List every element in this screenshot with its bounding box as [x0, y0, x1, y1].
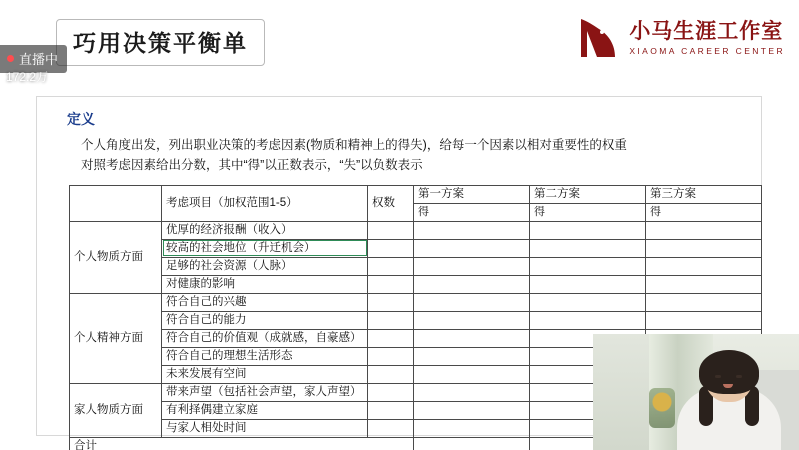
total-label: 合计 [70, 437, 414, 450]
header-item: 考虑项目（加权范围1-5） [162, 185, 368, 221]
cell-weight[interactable] [368, 401, 414, 419]
cell-plan-1[interactable] [414, 239, 530, 257]
cell-plan-1[interactable] [414, 311, 530, 329]
cell-plan-1[interactable] [414, 221, 530, 239]
row-item[interactable]: 与家人相处时间 [162, 419, 368, 437]
cell-weight[interactable] [368, 383, 414, 401]
subheader-plan-2-gain: 得 [530, 203, 646, 221]
row-category-2: 个人精神方面 [70, 293, 162, 383]
description-line-2: 对照考虑因素给出分数，其中“得”以正数表示，“失”以负数表示 [81, 158, 423, 173]
table-row [70, 257, 762, 275]
slide-title-box [56, 19, 265, 66]
row-category-3: 家人物质方面 [70, 383, 162, 437]
brand-name-cn: 小马生涯工作室 [629, 18, 784, 44]
row-item[interactable]: 未来发展有空间 [162, 365, 368, 383]
cell-plan-1[interactable] [414, 365, 530, 383]
row-item[interactable]: 符合自己的兴趣 [162, 293, 368, 311]
slide-header [0, 0, 799, 78]
header-weight: 权数 [368, 185, 414, 221]
webcam-plant [649, 388, 675, 428]
cell-plan-2[interactable] [530, 221, 646, 239]
cell-plan-2[interactable] [530, 293, 646, 311]
section-title: 定义 [67, 111, 95, 127]
cell-plan-3[interactable] [646, 239, 762, 257]
table-row [70, 311, 762, 329]
live-status-label: 直播中 [19, 52, 59, 67]
row-item-highlighted[interactable]: 较高的社会地位（升迁机会） [162, 239, 368, 257]
row-item[interactable]: 有利择偶建立家庭 [162, 401, 368, 419]
row-item[interactable]: 对健康的影响 [162, 275, 368, 293]
page-title: 巧用决策平衡单 [73, 30, 248, 57]
brand-text [629, 20, 785, 55]
cell-plan-2[interactable] [530, 275, 646, 293]
cell-plan-3[interactable] [646, 311, 762, 329]
cell-plan-3[interactable] [646, 221, 762, 239]
cell-weight[interactable] [368, 311, 414, 329]
cell-plan-1[interactable] [414, 401, 530, 419]
row-item[interactable]: 符合自己的能力 [162, 311, 368, 329]
description-line-1: 个人角度出发，列出职业决策的考虑因素(物质和精神上的得失)，给每一个因素以相对重要性的权重 [81, 138, 627, 152]
cell-plan-1[interactable] [414, 275, 530, 293]
cell-weight[interactable] [368, 257, 414, 275]
cell-plan-2[interactable] [530, 311, 646, 329]
cell-plan-3[interactable] [646, 275, 762, 293]
cell-plan-1[interactable] [414, 347, 530, 365]
table-row [70, 239, 762, 257]
table-row [70, 275, 762, 293]
header-plan-2: 第二方案 [530, 185, 646, 203]
cell-weight[interactable] [368, 347, 414, 365]
cell-weight[interactable] [368, 329, 414, 347]
subheader-plan-1-gain: 得 [414, 203, 530, 221]
cell-plan-1[interactable] [414, 257, 530, 275]
table-row [70, 293, 762, 311]
webcam-presenter-eye-right [736, 375, 742, 378]
row-category-1: 个人物质方面 [70, 221, 162, 293]
cell-weight[interactable] [368, 275, 414, 293]
cell-weight[interactable] [368, 365, 414, 383]
horse-logo-icon [575, 15, 621, 61]
cell-plan-3[interactable] [646, 257, 762, 275]
cell-plan-1[interactable] [414, 419, 530, 437]
cell-weight[interactable] [368, 239, 414, 257]
cell-weight[interactable] [368, 293, 414, 311]
webcam-overlay[interactable] [593, 334, 799, 450]
total-plan-1[interactable] [414, 437, 530, 450]
live-dot-icon [7, 55, 14, 62]
cell-plan-2[interactable] [530, 239, 646, 257]
row-item[interactable]: 优厚的经济报酬（收入） [162, 221, 368, 239]
cell-weight[interactable] [368, 419, 414, 437]
row-item[interactable]: 带来声望（包括社会声望，家人声望） [162, 383, 368, 401]
brand-name-en: XIAOMA CAREER CENTER [629, 45, 785, 56]
table-row [70, 221, 762, 239]
cell-plan-3[interactable] [646, 293, 762, 311]
header-category [70, 185, 162, 221]
cell-plan-2[interactable] [530, 257, 646, 275]
row-item[interactable]: 足够的社会资源（人脉） [162, 257, 368, 275]
cell-plan-1[interactable] [414, 293, 530, 311]
header-plan-3: 第三方案 [646, 185, 762, 203]
live-viewer-count: 172.2万 [6, 70, 49, 84]
header-plan-1: 第一方案 [414, 185, 530, 203]
webcam-presenter-eye-left [715, 375, 721, 378]
brand-logo [575, 14, 785, 62]
subheader-plan-3-gain: 得 [646, 203, 762, 221]
cell-plan-1[interactable] [414, 383, 530, 401]
webcam-background-left [593, 334, 649, 450]
row-item[interactable]: 符合自己的理想生活形态 [162, 347, 368, 365]
table-header-row [70, 185, 762, 203]
cell-weight[interactable] [368, 221, 414, 239]
cell-plan-1[interactable] [414, 329, 530, 347]
row-item[interactable]: 符合自己的价值观（成就感，自豪感） [162, 329, 368, 347]
